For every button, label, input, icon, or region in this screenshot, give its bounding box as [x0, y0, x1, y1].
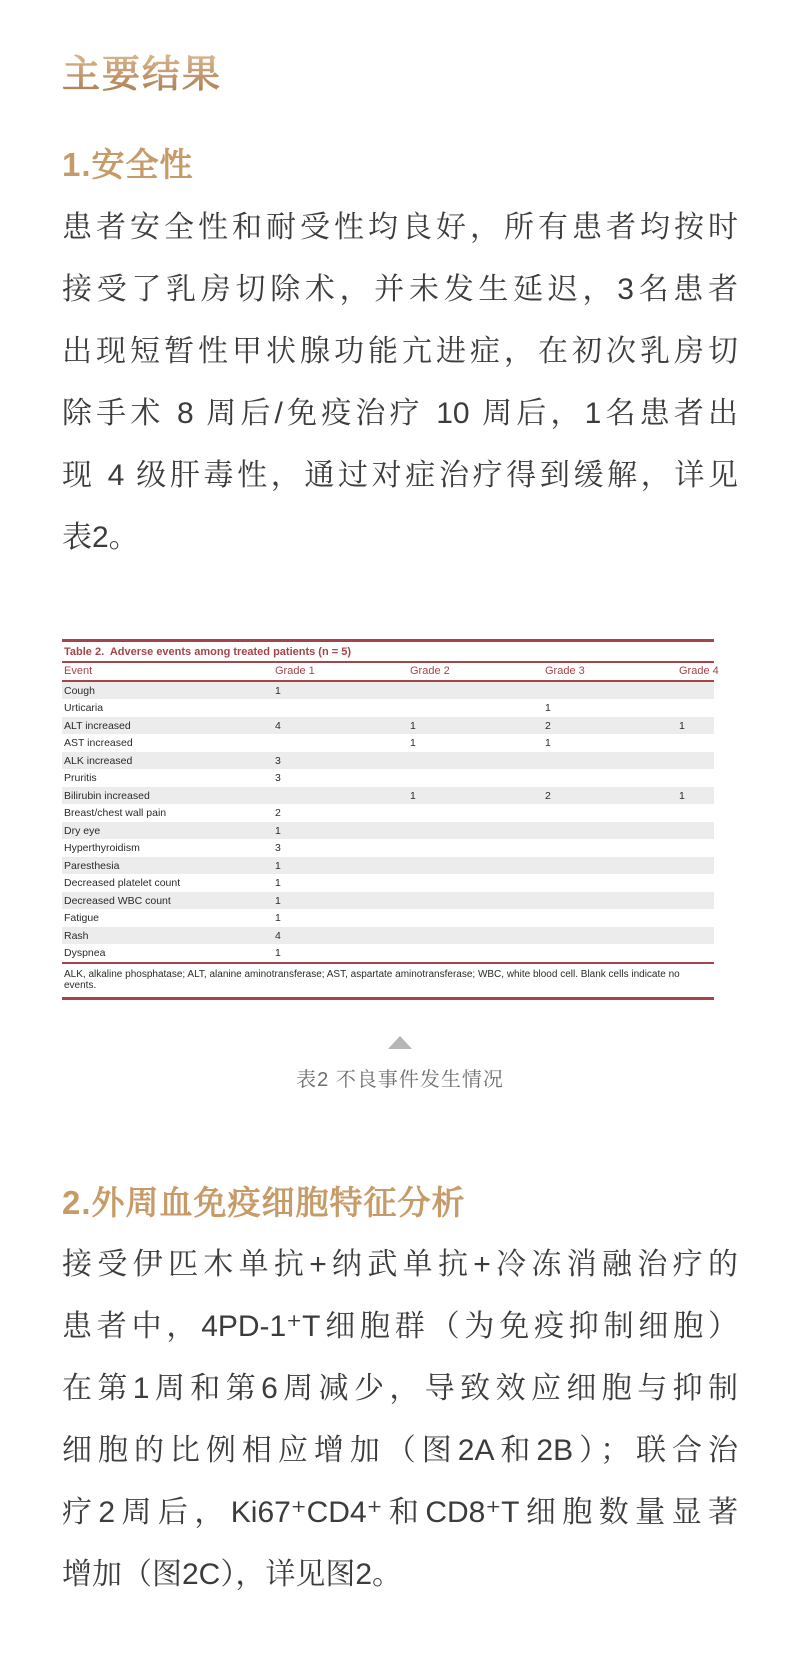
grade-cell: 4	[275, 719, 281, 732]
event-cell: Decreased platelet count	[64, 877, 181, 890]
section-heading-safety: 1.安全性	[62, 146, 194, 183]
article-content	[0, 52, 800, 1606]
table-footnote: ALK, alkaline phosphatase; ALT, alanine aminotransferase; AST, aspartate aminotransferase; WBC, white blood cell. Blank cells indicate no events.	[64, 968, 680, 991]
grade-cell: 1	[410, 719, 416, 732]
grade-cell: 1	[410, 789, 416, 802]
adverse-events-table	[62, 639, 719, 1000]
table-row	[62, 717, 714, 735]
event-cell: ALK increased	[64, 754, 133, 767]
table-row	[62, 682, 714, 700]
event-cell: Dyspnea	[64, 947, 106, 960]
grade-cell: 2	[275, 807, 281, 820]
paragraph-line: 表2。	[62, 520, 139, 554]
event-cell: Paresthesia	[64, 859, 120, 872]
grade-cell: 1	[275, 859, 281, 872]
event-cell: Urticaria	[64, 702, 104, 715]
grade-cell: 1	[545, 702, 551, 715]
grade-cell: 3	[275, 754, 281, 767]
event-cell: Hyperthyroidism	[64, 842, 140, 855]
grade-cell: 2	[545, 719, 551, 732]
paragraph-line: 细胞的比例相应增加（图2A和2B）；联合治	[62, 1433, 738, 1467]
paragraph-line: 出现短暂性甲状腺功能亢进症，在初次乳房切	[62, 334, 738, 368]
table-title: Table 2. Adverse events among treated patients (n = 5)	[64, 645, 352, 658]
paragraph-line: 患者中，4PD-1⁺T细胞群（为免疫抑制细胞）	[62, 1309, 738, 1343]
grade-cell: 4	[275, 929, 281, 942]
table-row	[62, 909, 714, 927]
table-row	[62, 769, 714, 787]
paragraph-line: 增加（图2C），详见图2。	[62, 1557, 403, 1591]
table-header-row	[62, 663, 719, 680]
paragraph-line: 现 4 级肝毒性，通过对症治疗得到缓解，详见	[62, 458, 738, 492]
paragraph-line: 接受伊匹木单抗+纳武单抗+冷冻消融治疗的	[62, 1247, 738, 1281]
grade-cell: 1	[275, 684, 281, 697]
table-row	[62, 857, 714, 875]
table-caption-block	[62, 1036, 738, 1092]
event-cell: Dry eye	[64, 824, 101, 837]
grade-cell: 1	[679, 789, 685, 802]
grade-cell: 1	[275, 894, 281, 907]
immune-paragraph	[62, 1234, 738, 1606]
table-row	[62, 874, 714, 892]
grade-cell: 1	[410, 737, 416, 750]
table-row	[62, 734, 714, 752]
table-bottom-rule	[62, 997, 714, 1000]
paragraph-line: 在第1周和第6周减少，导致效应细胞与抑制	[62, 1371, 738, 1405]
section-heading-immune: 2.外周血免疫细胞特征分析	[62, 1183, 466, 1221]
event-cell: ALT increased	[64, 719, 131, 732]
main-title-row	[62, 52, 738, 96]
table-row	[62, 787, 714, 805]
paragraph-line: 患者安全性和耐受性均良好，所有患者均按时	[62, 210, 738, 244]
column-header: Grade 1	[275, 664, 315, 677]
event-cell: Cough	[64, 684, 95, 697]
table-row	[62, 822, 714, 840]
grade-cell: 1	[679, 719, 685, 732]
table-row	[62, 699, 714, 717]
paragraph-line: 疗2周后，Ki67⁺CD4⁺和CD8⁺T细胞数量显著	[62, 1495, 738, 1529]
table-row	[62, 944, 714, 962]
grade-cell: 2	[545, 789, 551, 802]
event-cell: Breast/chest wall pain	[64, 807, 167, 820]
event-cell: Decreased WBC count	[64, 894, 171, 907]
grade-cell: 1	[275, 824, 281, 837]
table-row	[62, 927, 714, 945]
event-cell: AST increased	[64, 737, 133, 750]
page-title: 主要结果	[62, 51, 223, 96]
column-header: Event	[64, 664, 93, 677]
grade-cell: 3	[275, 842, 281, 855]
column-header: Grade 4	[679, 664, 719, 677]
grade-cell: 1	[545, 737, 551, 750]
table-caption: 表2 不良事件发生情况	[296, 1068, 504, 1091]
event-cell: Rash	[64, 929, 89, 942]
grade-cell: 1	[275, 947, 281, 960]
paragraph-line: 除手术 8 周后/免疫治疗 10 周后，1名患者出	[62, 396, 738, 430]
grade-cell: 3	[275, 772, 281, 785]
event-cell: Fatigue	[64, 912, 100, 925]
event-cell: Pruritis	[64, 772, 97, 785]
table-row	[62, 804, 714, 822]
event-cell: Bilirubin increased	[64, 789, 150, 802]
table-body	[62, 682, 714, 962]
table-row	[62, 839, 714, 857]
column-header: Grade 2	[410, 664, 450, 677]
grade-cell: 1	[275, 912, 281, 925]
safety-paragraph	[62, 197, 738, 569]
up-triangle-icon	[388, 1036, 412, 1049]
table-row	[62, 892, 714, 910]
column-header: Grade 3	[545, 664, 585, 677]
paragraph-line: 接受了乳房切除术，并未发生延迟，3名患者	[62, 272, 738, 306]
grade-cell: 1	[275, 877, 281, 890]
table-row	[62, 752, 714, 770]
